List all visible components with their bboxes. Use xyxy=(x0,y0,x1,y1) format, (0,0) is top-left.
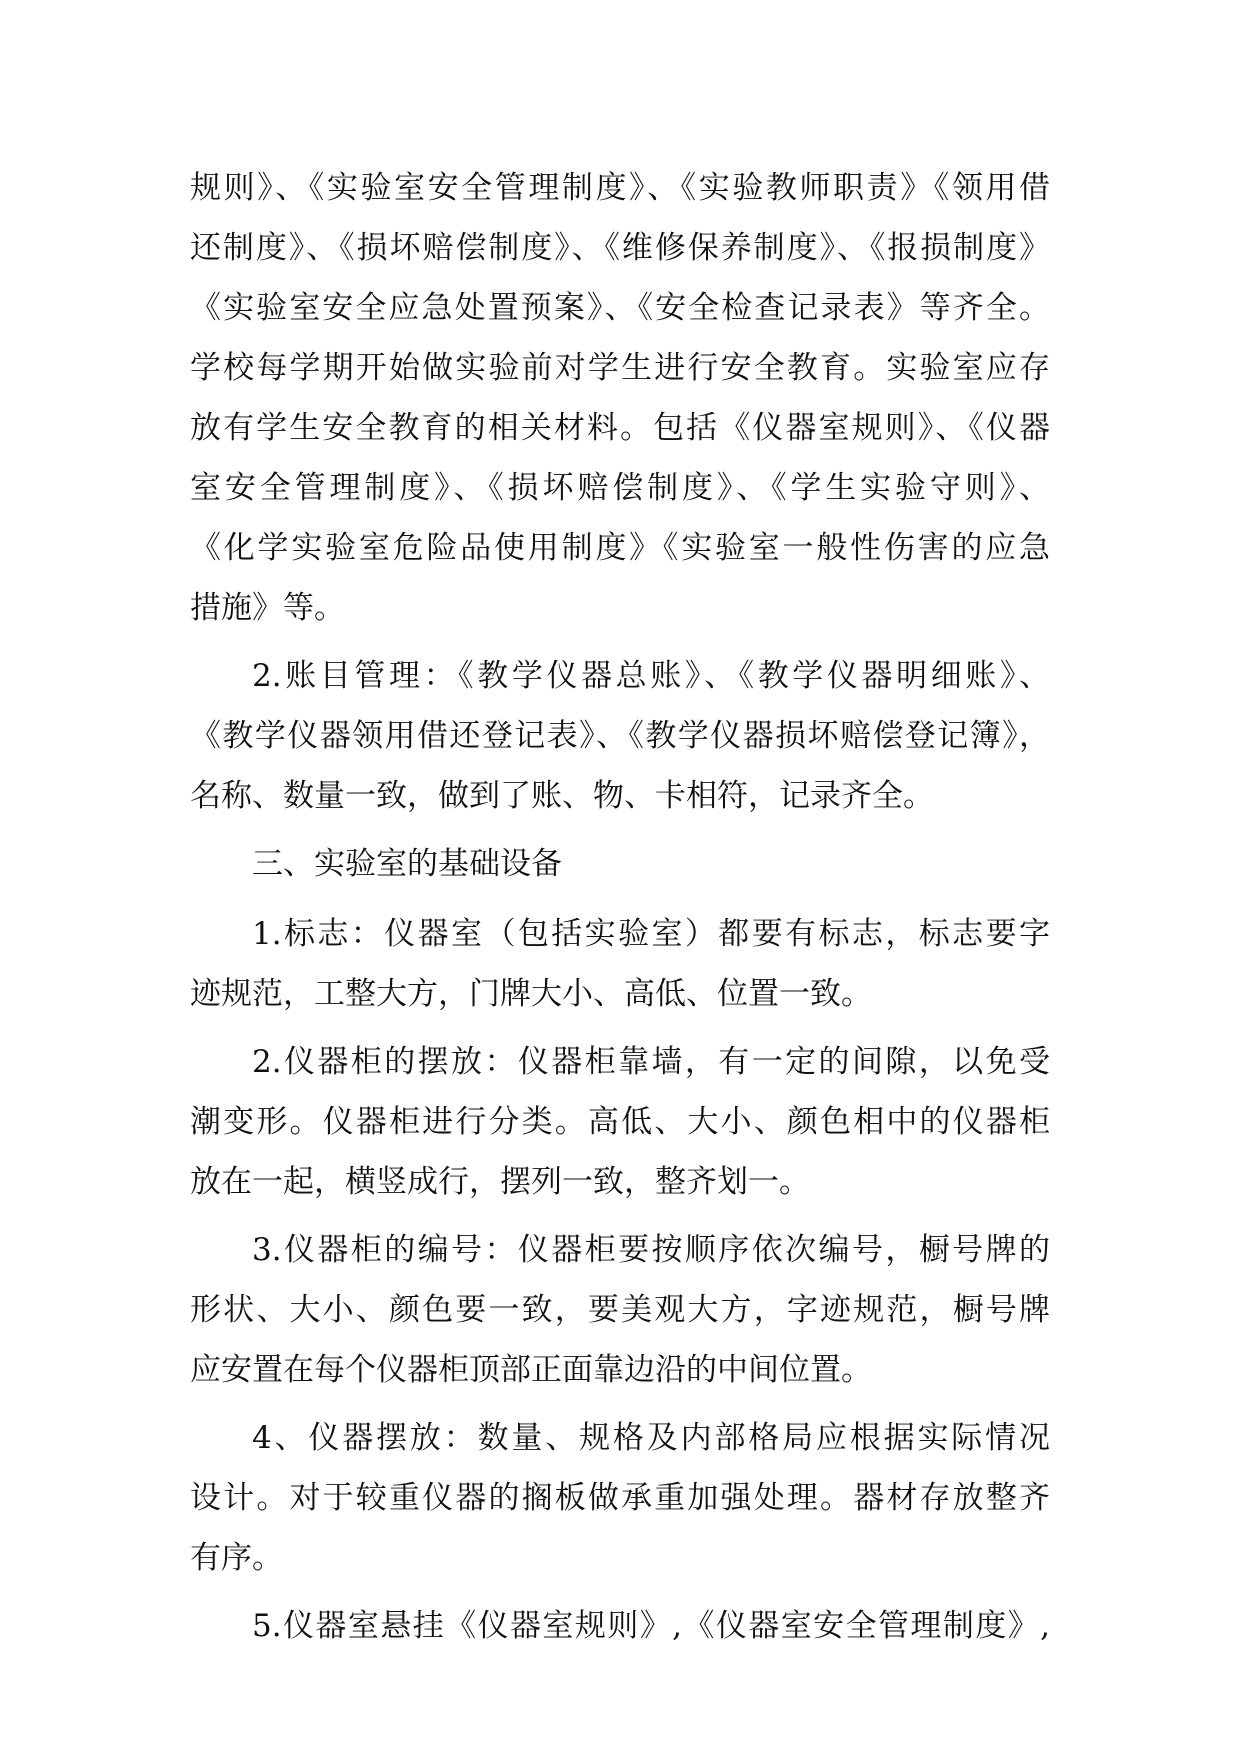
paragraph-start-line: 3.仪器柜的编号：仪器柜要按顺序依次编号，橱号牌的 xyxy=(252,1232,1050,1268)
text-line: 有序。 xyxy=(190,1540,283,1576)
text-line: 室安全管理制度》、《损坏赔偿制度》、《学生实验守则》、 xyxy=(190,470,1050,506)
text-line: 《化学实验室危险品使用制度》《实验室一般性伤害的应急 xyxy=(190,530,1050,566)
text-line: 设计。对于较重仪器的搁板做承重加强处理。器材存放整齐 xyxy=(190,1480,1050,1516)
text-line: 名称、数量一致，做到了账、物、卡相符，记录齐全。 xyxy=(190,778,934,814)
text-line: 迹规范，工整大方，门牌大小、高低、位置一致。 xyxy=(190,976,872,1012)
text-line: 规则》、《实验室安全管理制度》、《实验教师职责》《领用借 xyxy=(190,170,1050,206)
paragraph-start-line: 2.账目管理：《教学仪器总账》、《教学仪器明细账》、 xyxy=(252,658,1050,694)
paragraph-start-line: 5.仪器室悬挂《仪器室规则》,《仪器室安全管理制度》, xyxy=(252,1608,1050,1644)
text-line: 形状、大小、颜色要一致，要美观大方，字迹规范，橱号牌 xyxy=(190,1292,1050,1328)
text-line: 放有学生安全教育的相关材料。包括《仪器室规则》、《仪器 xyxy=(190,410,1050,446)
text-line: 学校每学期开始做实验前对学生进行安全教育。实验室应存 xyxy=(190,350,1050,386)
text-line: 潮变形。仪器柜进行分类。高低、大小、颜色相中的仪器柜 xyxy=(190,1104,1050,1140)
text-line: 措施》等。 xyxy=(190,590,345,626)
section-heading: 三、实验室的基础设备 xyxy=(252,846,562,882)
text-line: 放在一起，横竖成行，摆列一致，整齐划一。 xyxy=(190,1164,810,1200)
text-line: 还制度》、《损坏赔偿制度》、《维修保养制度》、《报损制度》 xyxy=(190,230,1050,266)
text-line: 应安置在每个仪器柜顶部正面靠边沿的中间位置。 xyxy=(190,1352,872,1388)
paragraph-start-line: 2.仪器柜的摆放：仪器柜靠墙，有一定的间隙，以免受 xyxy=(252,1044,1050,1080)
text-line: 《实验室安全应急处置预案》、《安全检查记录表》等齐全。 xyxy=(190,290,1050,326)
text-line: 《教学仪器领用借还登记表》、《教学仪器损坏赔偿登记簿》， xyxy=(190,718,1050,754)
paragraph-start-line: 1.标志：仪器室（包括实验室）都要有标志，标志要字 xyxy=(252,916,1050,952)
paragraph-start-line: 4、仪器摆放：数量、规格及内部格局应根据实际情况 xyxy=(252,1420,1050,1456)
